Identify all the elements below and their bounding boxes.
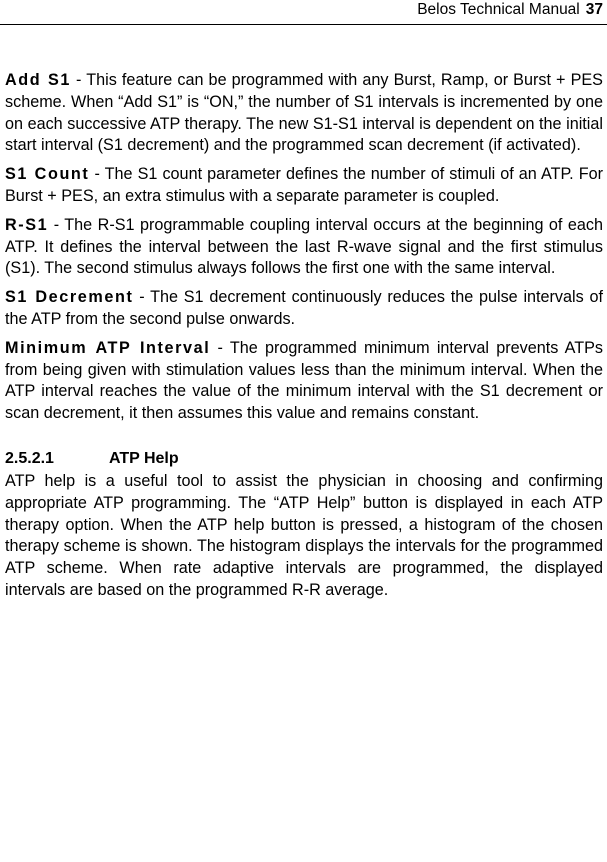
section-title: ATP Help	[109, 449, 179, 467]
definition-text: - The S1 decrement continuously reduces the pulse intervals of the ATP from the second pulse onwards.	[5, 288, 603, 328]
definition-term: R-S1	[5, 215, 49, 234]
page-number: 37	[585, 1, 603, 18]
page-header	[0, 0, 607, 25]
definition-term: S1 Decrement	[5, 288, 134, 307]
page-content	[5, 70, 603, 609]
definition-text: - This feature can be programmed with any Burst, Ramp, or Burst + PES scheme. When “Add S1” is “ON,” the number of S1 intervals is incremented by one on each successive ATP therapy. The new S1-S1 interval is dependent on the initial start interval (S1 decrement) and the programmed scan decrement (if activated).	[5, 71, 603, 155]
definition-s1-decrement	[5, 287, 603, 331]
definition-r-s1	[5, 215, 603, 280]
definition-minimum-atp-interval	[5, 338, 603, 425]
definition-text: - The R-S1 programmable coupling interval occurs at the beginning of each ATP. It defines the interval between the last R-wave signal and the first stimulus (S1). The second stimulus always follows the first one with the same interval.	[5, 215, 603, 278]
manual-title: Belos Technical Manual	[417, 1, 580, 18]
definition-text: - The programmed minimum interval prevents ATPs from being given with stimulation values less than the minimum interval. When the ATP interval reaches the value of the minimum interval with the S1 decrement or scan decrement, it then assumes this value and remains constant.	[5, 338, 604, 423]
definition-s1-count	[5, 164, 603, 208]
definition-term: Add S1	[5, 71, 71, 89]
definition-add-s1	[5, 70, 603, 157]
section-heading	[5, 448, 603, 469]
definition-text: - The S1 count parameter defines the number of stimuli of an ATP. For Burst + PES, an extra stimulus with a separate parameter is coupled.	[5, 165, 604, 205]
header-text	[417, 0, 603, 20]
definition-term: S1 Count	[5, 165, 90, 184]
definition-term: Minimum ATP Interval	[5, 338, 211, 357]
section-number: 2.5.2.1	[5, 449, 54, 467]
section-body: ATP help is a useful tool to assist the physician in choosing and confirming appropriate ATP programming. The “ATP Help” button is displayed in each ATP therapy option. When the ATP help button is pressed, a histogram of the chosen therapy scheme is shown. The histogram displays the intervals for the programmed ATP scheme. When rate adaptive intervals are programmed, the displayed intervals are based on the programmed R-R average.	[5, 471, 603, 599]
